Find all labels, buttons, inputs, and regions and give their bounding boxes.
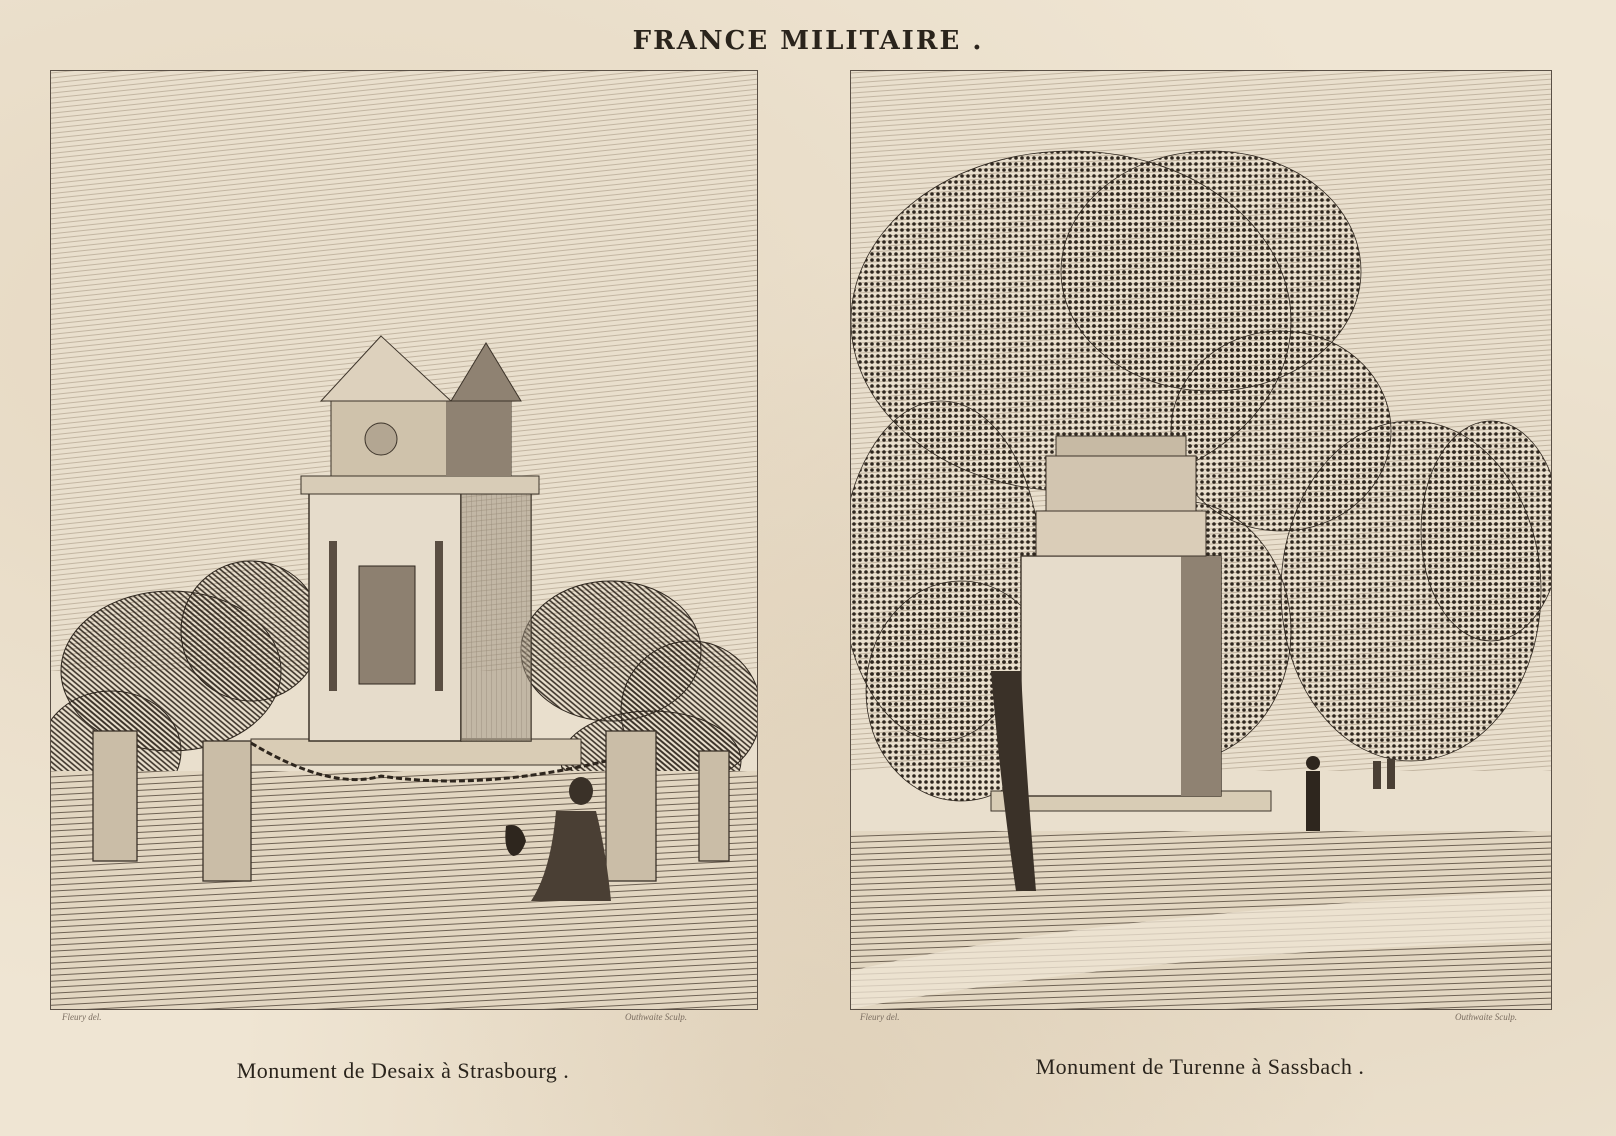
page-title: FRANCE MILITAIRE . bbox=[632, 26, 984, 56]
engraving-turenne bbox=[851, 71, 1551, 1009]
credit-artist-right: Fleury del. bbox=[860, 1012, 900, 1022]
caption-desaix: Monument de Desaix à Strasbourg . bbox=[236, 1058, 570, 1083]
credit-engraver-right: Outhwaite Sculp. bbox=[1455, 1012, 1517, 1022]
credit-engraver-left: Outhwaite Sculp. bbox=[625, 1012, 687, 1022]
plate-turenne bbox=[850, 70, 1552, 1010]
caption-turenne: Monument de Turenne à Sassbach . bbox=[1035, 1054, 1365, 1079]
credit-artist-left: Fleury del. bbox=[62, 1012, 102, 1022]
engraving-desaix bbox=[51, 71, 757, 1009]
plate-desaix bbox=[50, 70, 758, 1010]
